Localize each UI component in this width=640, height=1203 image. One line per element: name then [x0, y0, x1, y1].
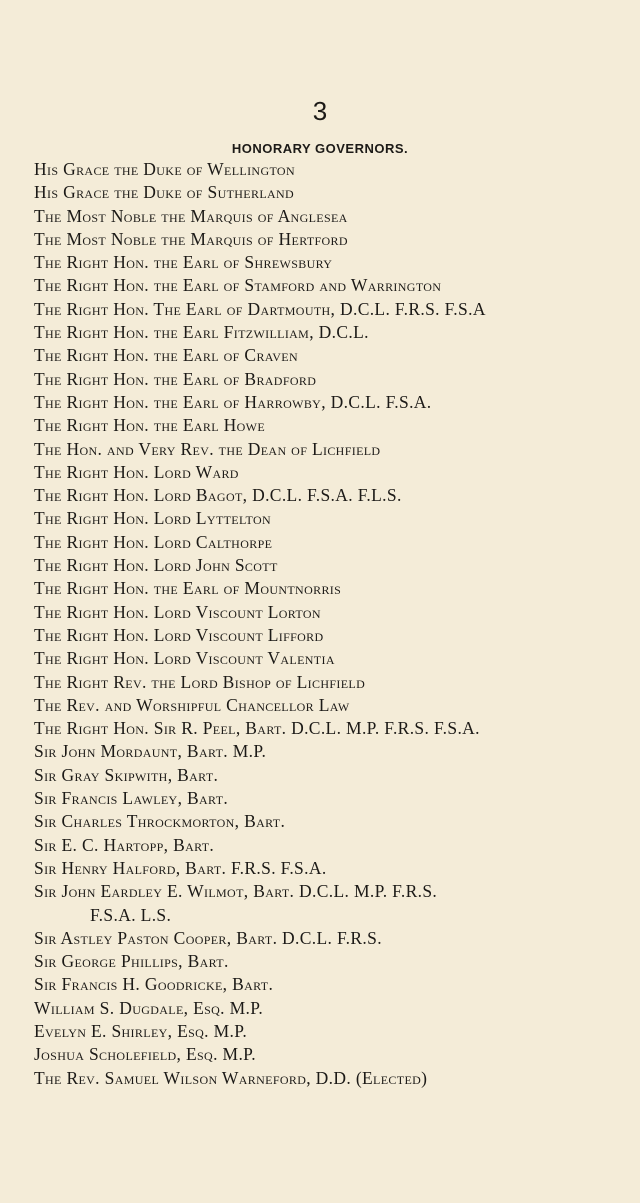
governor-entry [34, 554, 634, 577]
governor-entry [34, 950, 634, 973]
governor-name: The Right Hon. the Earl Howe [34, 415, 266, 436]
governor-name: The Right Hon. Lord Bagot, D.C.L. F.S.A. F.L.S. [34, 485, 402, 506]
governor-name: The Right Hon. Sir R. Peel, Bart. D.C.L. M.P. F.R.S. F.S.A. [34, 718, 480, 739]
governor-entry [34, 461, 634, 484]
governor-entry [34, 647, 634, 670]
governor-name: Sir John Mordaunt, Bart. M.P. [34, 741, 267, 762]
governor-entry [34, 228, 634, 251]
governor-entry [34, 694, 634, 717]
governor-name: The Right Hon. the Earl of Stamford and Warrington [34, 275, 442, 296]
governor-entry [34, 531, 634, 554]
governor-name: Sir Francis Lawley, Bart. [34, 788, 229, 809]
governor-entry [34, 484, 634, 507]
governor-name: The Right Hon. the Earl of Craven [34, 345, 298, 366]
governor-name: Sir Francis H. Goodricke, Bart. [34, 974, 274, 995]
governor-entry [34, 787, 634, 810]
governor-entry [34, 298, 634, 321]
governor-entry [34, 624, 634, 647]
governor-name: The Most Noble the Marquis of Anglesea [34, 205, 348, 226]
governor-entry [34, 671, 634, 694]
governor-name: Sir Charles Throckmorton, Bart. [34, 811, 286, 832]
governor-entry [34, 601, 634, 624]
governor-name: Sir Henry Halford, Bart. F.R.S. F.S.A. [34, 857, 327, 878]
governor-name: Evelyn E. Shirley, Esq. M.P. [34, 1020, 248, 1041]
governor-entry [34, 321, 634, 344]
governor-name: Joshua Scholefield, Esq. M.P. [34, 1044, 257, 1065]
governor-name: The Rev. Samuel Wilson Warneford, D.D. (Elected) [34, 1067, 428, 1088]
governor-name: Sir Astley Paston Cooper, Bart. D.C.L. F.R.S. [34, 927, 382, 948]
governor-name: Sir E. C. Hartopp, Bart. [34, 834, 215, 855]
governor-name: The Right Hon. the Earl of Mountnorris [34, 578, 342, 599]
governor-name: The Right Hon. Lord Ward [34, 461, 239, 482]
governor-entry [34, 158, 634, 181]
governor-entry [34, 717, 634, 740]
governor-name: The Right Hon. Lord Calthorpe [34, 531, 273, 552]
governor-name: Sir John Eardley E. Wilmot, Bart. D.C.L. M.P. F.R.S. [34, 881, 438, 902]
governor-name: The Most Noble the Marquis of Hertford [34, 228, 348, 249]
governor-entry [34, 1067, 634, 1090]
governor-entry [34, 927, 634, 950]
governor-name: His Grace the Duke of Sutherland [34, 182, 295, 203]
governor-entry [34, 438, 634, 461]
governor-entry [34, 577, 634, 600]
governor-name: Sir George Phillips, Bart. [34, 951, 229, 972]
governor-entry [34, 507, 634, 530]
governor-name: The Right Hon. the Earl of Harrowby, D.C.L. F.S.A. [34, 391, 432, 412]
governor-name: Sir Gray Skipwith, Bart. [34, 764, 219, 785]
governor-entry [34, 997, 634, 1020]
governor-entry [34, 414, 634, 437]
governor-name: The Right Hon. the Earl of Shrewsbury [34, 252, 333, 273]
governor-entry [34, 973, 634, 996]
governor-name: The Right Hon. Lord Lyttelton [34, 508, 272, 529]
governor-entry [34, 764, 634, 787]
governor-name: The Right Hon. the Earl of Bradford [34, 368, 317, 389]
governor-name: The Rev. and Worshipful Chancellor Law [34, 694, 350, 715]
governor-name: His Grace the Duke of Wellington [34, 159, 295, 179]
governor-entry [34, 1043, 634, 1066]
governor-name: The Hon. and Very Rev. the Dean of Lichfield [34, 438, 381, 459]
governor-name: The Right Rev. the Lord Bishop of Lichfield [34, 671, 366, 692]
section-heading: HONORARY GOVERNORS. [231, 141, 409, 156]
governor-name: The Right Hon. Lord Viscount Valentia [34, 648, 335, 669]
governor-name: The Right Hon. Lord Viscount Lifford [34, 624, 324, 645]
governors-list [34, 158, 634, 1090]
governor-entry [34, 740, 634, 763]
page-number: 3 [312, 96, 328, 126]
governor-name: The Right Hon. Lord Viscount Lorton [34, 601, 321, 622]
governor-entry [34, 251, 634, 274]
governor-entry [34, 181, 634, 204]
governor-name: The Right Hon. Lord John Scott [34, 555, 278, 576]
governor-entry [34, 344, 634, 367]
governor-entry [34, 1020, 634, 1043]
governor-name: The Right Hon. the Earl Fitzwilliam, D.C.L. [34, 322, 369, 343]
governor-entry [34, 880, 634, 927]
governor-name-continuation: F.S.A. L.S. [90, 904, 172, 925]
governor-entry [34, 857, 634, 880]
governor-entry [34, 391, 634, 414]
governor-name: The Right Hon. The Earl of Dartmouth, D.C.L. F.R.S. F.S.A [34, 298, 486, 319]
governor-entry [34, 274, 634, 297]
governor-name: William S. Dugdale, Esq. M.P. [34, 997, 264, 1018]
governor-entry [34, 368, 634, 391]
governor-entry [34, 834, 634, 857]
governor-entry [34, 205, 634, 228]
governor-entry [34, 810, 634, 833]
